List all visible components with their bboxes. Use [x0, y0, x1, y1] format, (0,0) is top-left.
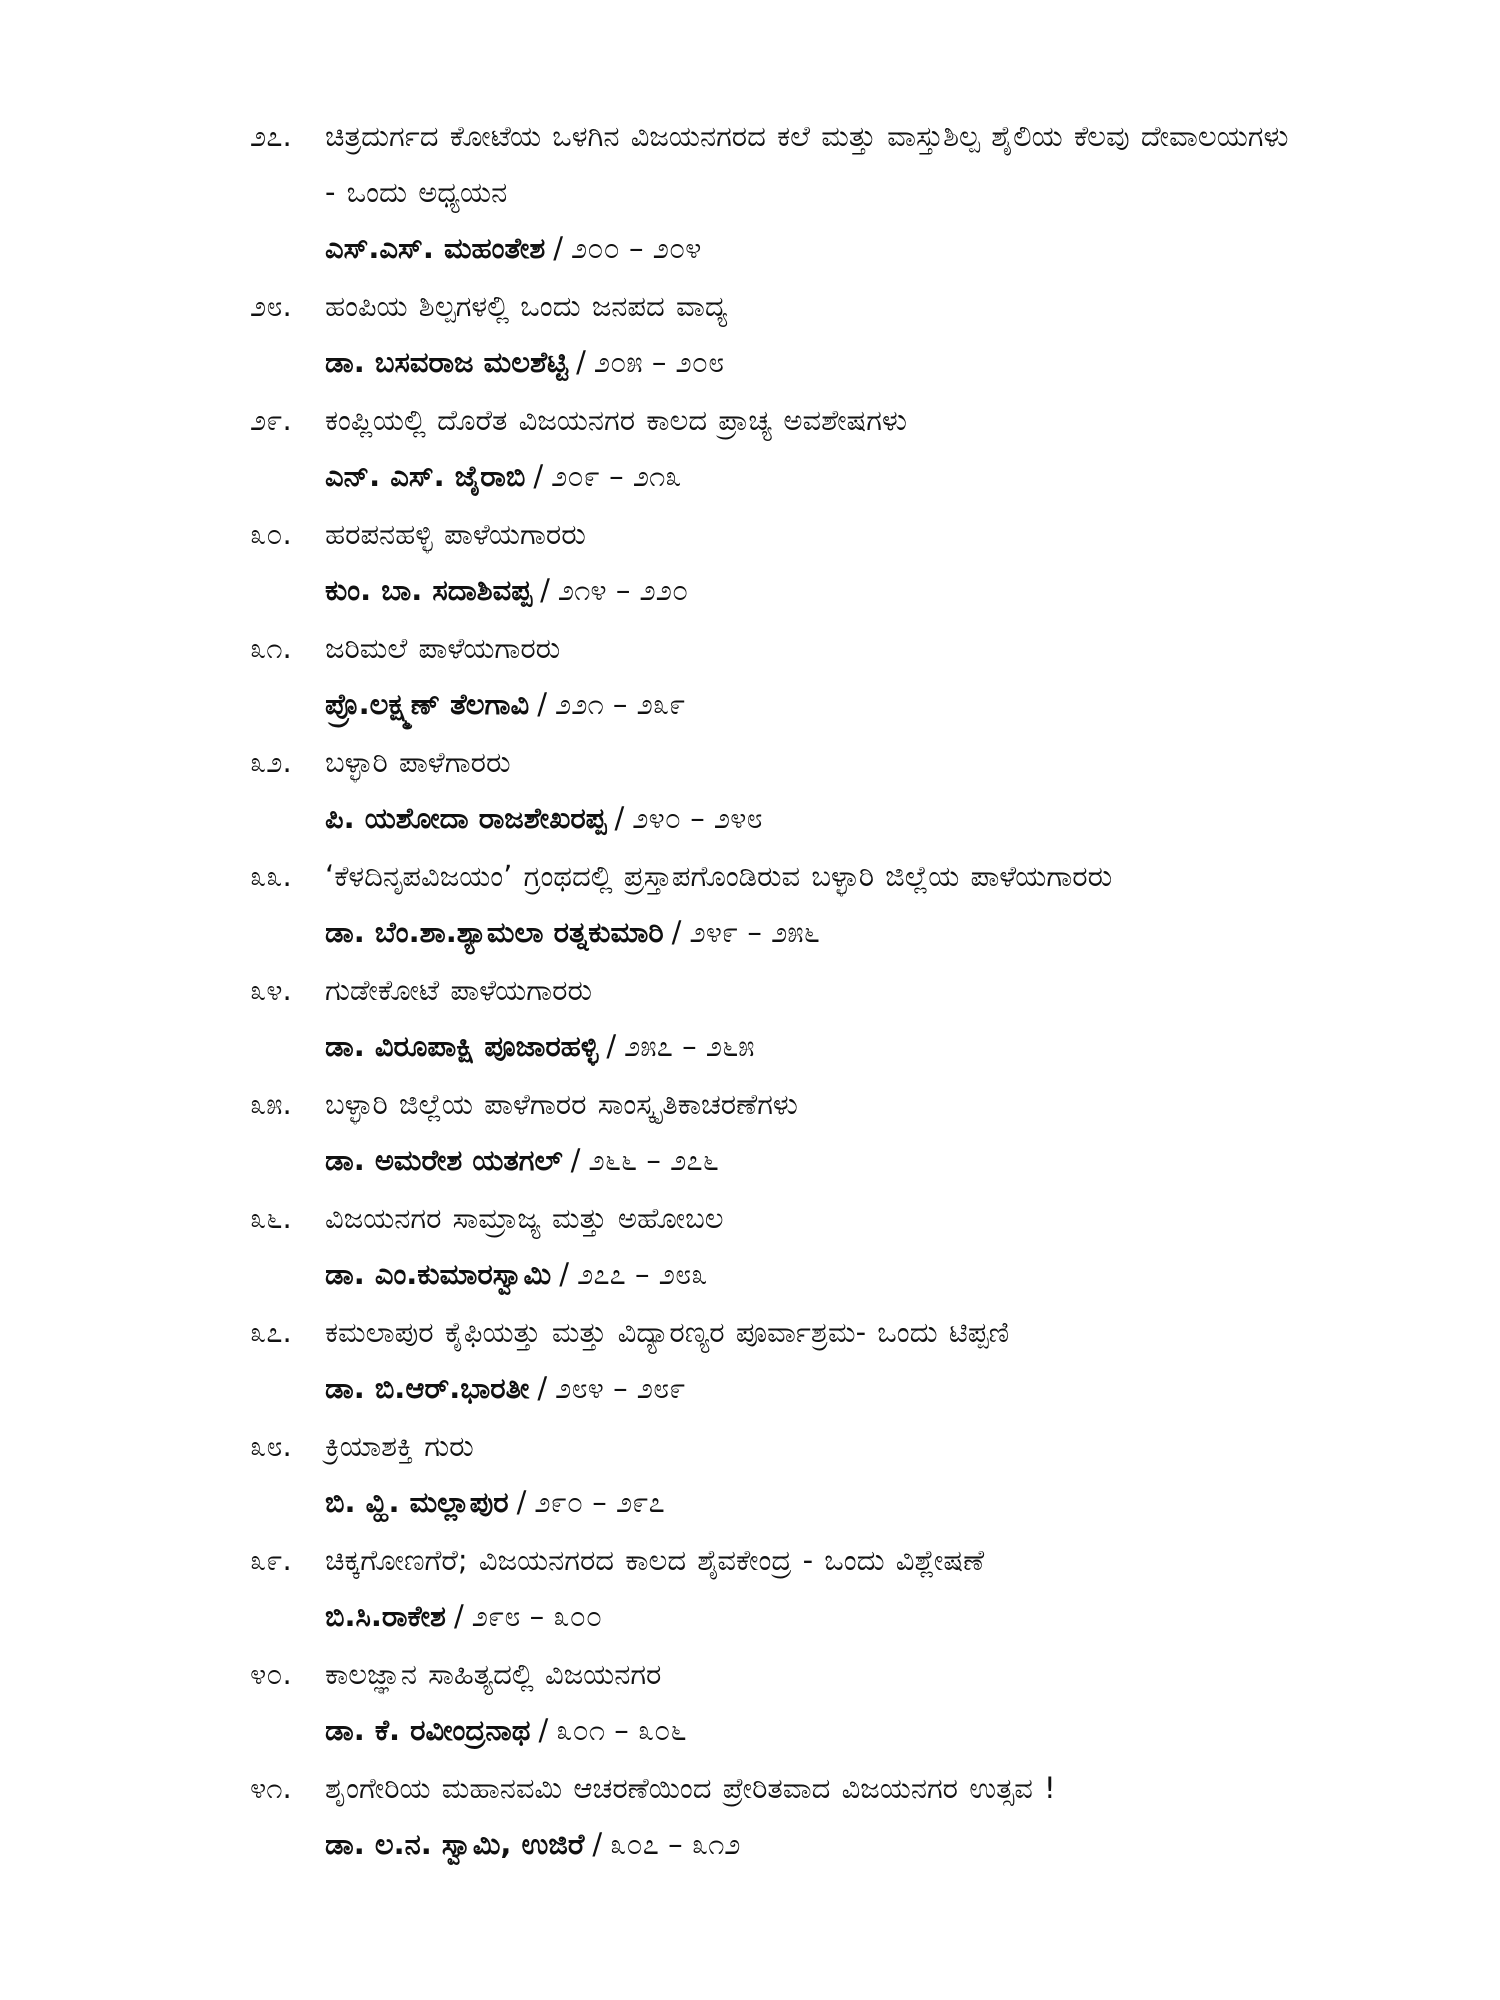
separator: / [537, 687, 547, 721]
entry-author: ಪ್ರೊ.ಲಕ್ಷ್ಮಣ್ ತೆಲಗಾವಿ [325, 687, 530, 721]
entry-number: ೨೯. [250, 403, 292, 437]
entry-byline [325, 904, 1290, 960]
entry-title: ಕಮಲಾಪುರ ಕೈಫಿಯತ್ತು ಮತ್ತು ವಿದ್ಯಾರಣ್ಯರ ಪೂರ್ವಾಶ್ರಮ- ಒಂದು ಟಿಪ್ಪಣಿ [325, 1315, 1010, 1349]
table-of-contents [250, 108, 1290, 1874]
entry-title: ಚಿತ್ರದುರ್ಗದ ಕೋಟೆಯ ಒಳಗಿನ ವಿಜಯನಗರದ ಕಲೆ ಮತ್ತು ವಾಸ್ತುಶಿಲ್ಪ ಶೈಲಿಯ ಕೆಲವು ದೇವಾಲಯಗಳು - ಒಂದು ಅಧ್ಯಯನ [325, 119, 1289, 209]
separator: / [453, 1599, 464, 1633]
toc-entry [250, 108, 1290, 276]
entry-pages: ೩೦೭ – ೩೧೨ [610, 1827, 741, 1861]
toc-entry [250, 734, 1290, 846]
entry-pages: ೨೦೫ – ೨೦೮ [593, 345, 725, 379]
toc-entry [250, 1304, 1290, 1416]
toc-entry [250, 506, 1290, 618]
toc-entry [250, 962, 1290, 1074]
entry-byline [325, 1360, 1290, 1416]
entry-author: ಡಾ. ಲ.ನ. ಸ್ವಾಮಿ, ಉಜಿರೆ [325, 1827, 585, 1861]
toc-entry [250, 392, 1290, 504]
entry-title: ‘ಕೆಳದಿನೃಪವಿಜಯಂ’ ಗ್ರಂಥದಲ್ಲಿ ಪ್ರಸ್ತಾಪಗೊಂಡಿರುವ ಬಳ್ಳಾರಿ ಜಿಲ್ಲೆಯ ಪಾಳೆಯಗಾರರು [325, 859, 1113, 893]
entry-title: ಜರಿಮಲೆ ಪಾಳೆಯಗಾರರು [325, 631, 561, 665]
entry-pages: ೨೭೭ – ೨೮೩ [577, 1257, 708, 1291]
entry-number: ೩೩. [250, 859, 292, 893]
entry-number: ೩೪. [250, 973, 292, 1007]
entry-byline [325, 562, 1290, 618]
entry-pages: ೩೦೧ – ೩೦೬ [556, 1713, 687, 1747]
entry-title: ಕ್ರಿಯಾಶಕ್ತಿ ಗುರು [325, 1429, 474, 1463]
entry-number: ೩೦. [250, 517, 292, 551]
entry-byline [325, 1702, 1290, 1758]
toc-entry [250, 1190, 1290, 1302]
entry-byline [325, 1588, 1290, 1644]
toc-entry [250, 1646, 1290, 1758]
toc-entry [250, 1760, 1290, 1872]
entry-byline [325, 790, 1290, 846]
entry-pages: ೨೦೯ – ೨೧೩ [551, 459, 682, 493]
entry-pages: ೨೬೬ – ೨೭೬ [588, 1143, 719, 1177]
toc-entry [250, 1532, 1290, 1644]
entry-number: ೩೮. [250, 1429, 292, 1463]
entry-byline [325, 676, 1290, 732]
entry-pages: ೨೯೮ – ೩೦೦ [471, 1599, 603, 1633]
entry-pages: ೨೨೧ – ೨೩೯ [554, 687, 686, 721]
entry-byline [325, 334, 1290, 390]
separator: / [671, 915, 682, 949]
entry-byline [325, 448, 1290, 504]
entry-author: ಡಾ. ಬೆಂ.ಶಾ.ಶ್ಯಾಮಲಾ ರತ್ನಕುಮಾರಿ [325, 915, 664, 949]
entry-author: ಡಾ. ಬಿ.ಆರ್.ಭಾರತೀ [325, 1371, 530, 1405]
separator: / [553, 231, 564, 265]
entry-pages: ೨೦೦ – ೨೦೪ [571, 231, 702, 265]
entry-author: ಡಾ. ಬಸವರಾಜ ಮಲಶೆಟ್ಟಿ [325, 345, 569, 379]
entry-author: ಡಾ. ಎಂ.ಕುಮಾರಸ್ವಾಮಿ [325, 1257, 552, 1291]
separator: / [559, 1257, 570, 1291]
entry-number: ೩೨. [250, 745, 292, 779]
entry-author: ಡಾ. ವಿರೂಪಾಕ್ಷಿ ಪೂಜಾರಹಳ್ಳಿ [325, 1029, 599, 1063]
entry-title: ಬಳ್ಳಾರಿ ಪಾಳೆಗಾರರು [325, 745, 511, 779]
entry-title: ಹಂಪಿಯ ಶಿಲ್ಪಗಳಲ್ಲಿ ಒಂದು ಜನಪದ ವಾದ್ಯ [325, 289, 728, 323]
entry-title: ಕಾಲಜ್ಞಾನ ಸಾಹಿತ್ಯದಲ್ಲಿ ವಿಜಯನಗರ [325, 1657, 662, 1691]
entry-title: ಹರಪನಹಳ್ಳಿ ಪಾಳೆಯಗಾರರು [325, 517, 586, 551]
entry-number: ೨೮. [250, 289, 292, 323]
separator: / [537, 1371, 548, 1405]
entry-title: ಬಳ್ಳಾರಿ ಜಿಲ್ಲೆಯ ಪಾಳೆಗಾರರ ಸಾಂಸ್ಕೃತಿಕಾಚರಣೆಗಳು [325, 1087, 798, 1121]
entry-title: ಚಿಕ್ಕಗೋಣಗೆರೆ; ವಿಜಯನಗರದ ಕಾಲದ ಶೈವಕೇಂದ್ರ - ಒಂದು ವಿಶ್ಲೇಷಣೆ [325, 1543, 985, 1577]
entry-byline [325, 1474, 1290, 1530]
toc-entry [250, 1418, 1290, 1530]
entry-author: ಕುಂ. ಬಾ. ಸದಾಶಿವಪ್ಪ [325, 573, 533, 607]
separator: / [614, 801, 625, 835]
separator: / [516, 1485, 527, 1519]
entry-byline [325, 220, 1290, 276]
entry-title: ಶೃಂಗೇರಿಯ ಮಹಾನವಮಿ ಆಚರಣೆಯಿಂದ ಪ್ರೇರಿತವಾದ ವಿಜಯನಗರ ಉತ್ಸವ ! [325, 1771, 1056, 1805]
entry-author: ಡಾ. ಅಮರೇಶ ಯತಗಲ್ [325, 1143, 563, 1177]
entry-pages: ೨೪೦ – ೨೪೮ [632, 801, 763, 835]
entry-title: ವಿಜಯನಗರ ಸಾಮ್ರಾಜ್ಯ ಮತ್ತು ಅಹೋಬಲ [325, 1201, 724, 1235]
entry-author: ಎಸ್.ಎಸ್. ಮಹಂತೇಶ [325, 231, 546, 265]
entry-pages: ೨೫೭ – ೨೬೫ [624, 1029, 755, 1063]
entry-number: ೪೧. [250, 1771, 292, 1805]
entry-pages: ೨೧೪ – ೨೨೦ [557, 573, 689, 607]
entry-number: ೪೦. [250, 1657, 292, 1691]
entry-number: ೩೬. [250, 1201, 292, 1235]
entry-number: ೩೧. [250, 631, 292, 665]
separator: / [606, 1029, 617, 1063]
separator: / [538, 1713, 549, 1747]
entry-number: ೩೭. [250, 1315, 292, 1349]
entry-byline [325, 1132, 1290, 1188]
entry-number: ೩೫. [250, 1087, 292, 1121]
entry-author: ಬಿ.ಸಿ.ರಾಕೇಶ [325, 1599, 446, 1633]
entry-author: ಎನ್. ಎಸ್. ಜೈರಾಬಿ [325, 459, 526, 493]
entry-pages: ೨೮೪ – ೨೮೯ [555, 1371, 686, 1405]
entry-byline [325, 1246, 1290, 1302]
entry-pages: ೨೯೦ – ೨೯೭ [534, 1485, 665, 1519]
entry-byline [325, 1018, 1290, 1074]
separator: / [576, 345, 586, 379]
entry-number: ೨೭. [250, 119, 292, 153]
entry-author: ಬಿ. ವ್ಹಿ. ಮಲ್ಲಾಪುರ [325, 1485, 509, 1519]
entry-title: ಕಂಪ್ಲಿಯಲ್ಲಿ ದೊರೆತ ವಿಜಯನಗರ ಕಾಲದ ಪ್ರಾಚ್ಯ ಅವಶೇಷಗಳು [325, 403, 907, 437]
separator: / [570, 1143, 581, 1177]
toc-entry [250, 1076, 1290, 1188]
separator: / [533, 459, 544, 493]
toc-entry [250, 278, 1290, 390]
entry-pages: ೨೪೯ – ೨೫೬ [689, 915, 820, 949]
separator: / [592, 1827, 603, 1861]
toc-entry [250, 848, 1290, 960]
entry-author: ಡಾ. ಕೆ. ರವೀಂದ್ರನಾಥ [325, 1713, 531, 1747]
entry-author: ಪಿ. ಯಶೋದಾ ರಾಜಶೇಖರಪ್ಪ [325, 801, 607, 835]
entry-byline [325, 1816, 1290, 1872]
separator: / [540, 573, 550, 607]
toc-entry [250, 620, 1290, 732]
entry-number: ೩೯. [250, 1543, 292, 1577]
entry-title: ಗುಡೇಕೋಟೆ ಪಾಳೆಯಗಾರರು [325, 973, 593, 1007]
